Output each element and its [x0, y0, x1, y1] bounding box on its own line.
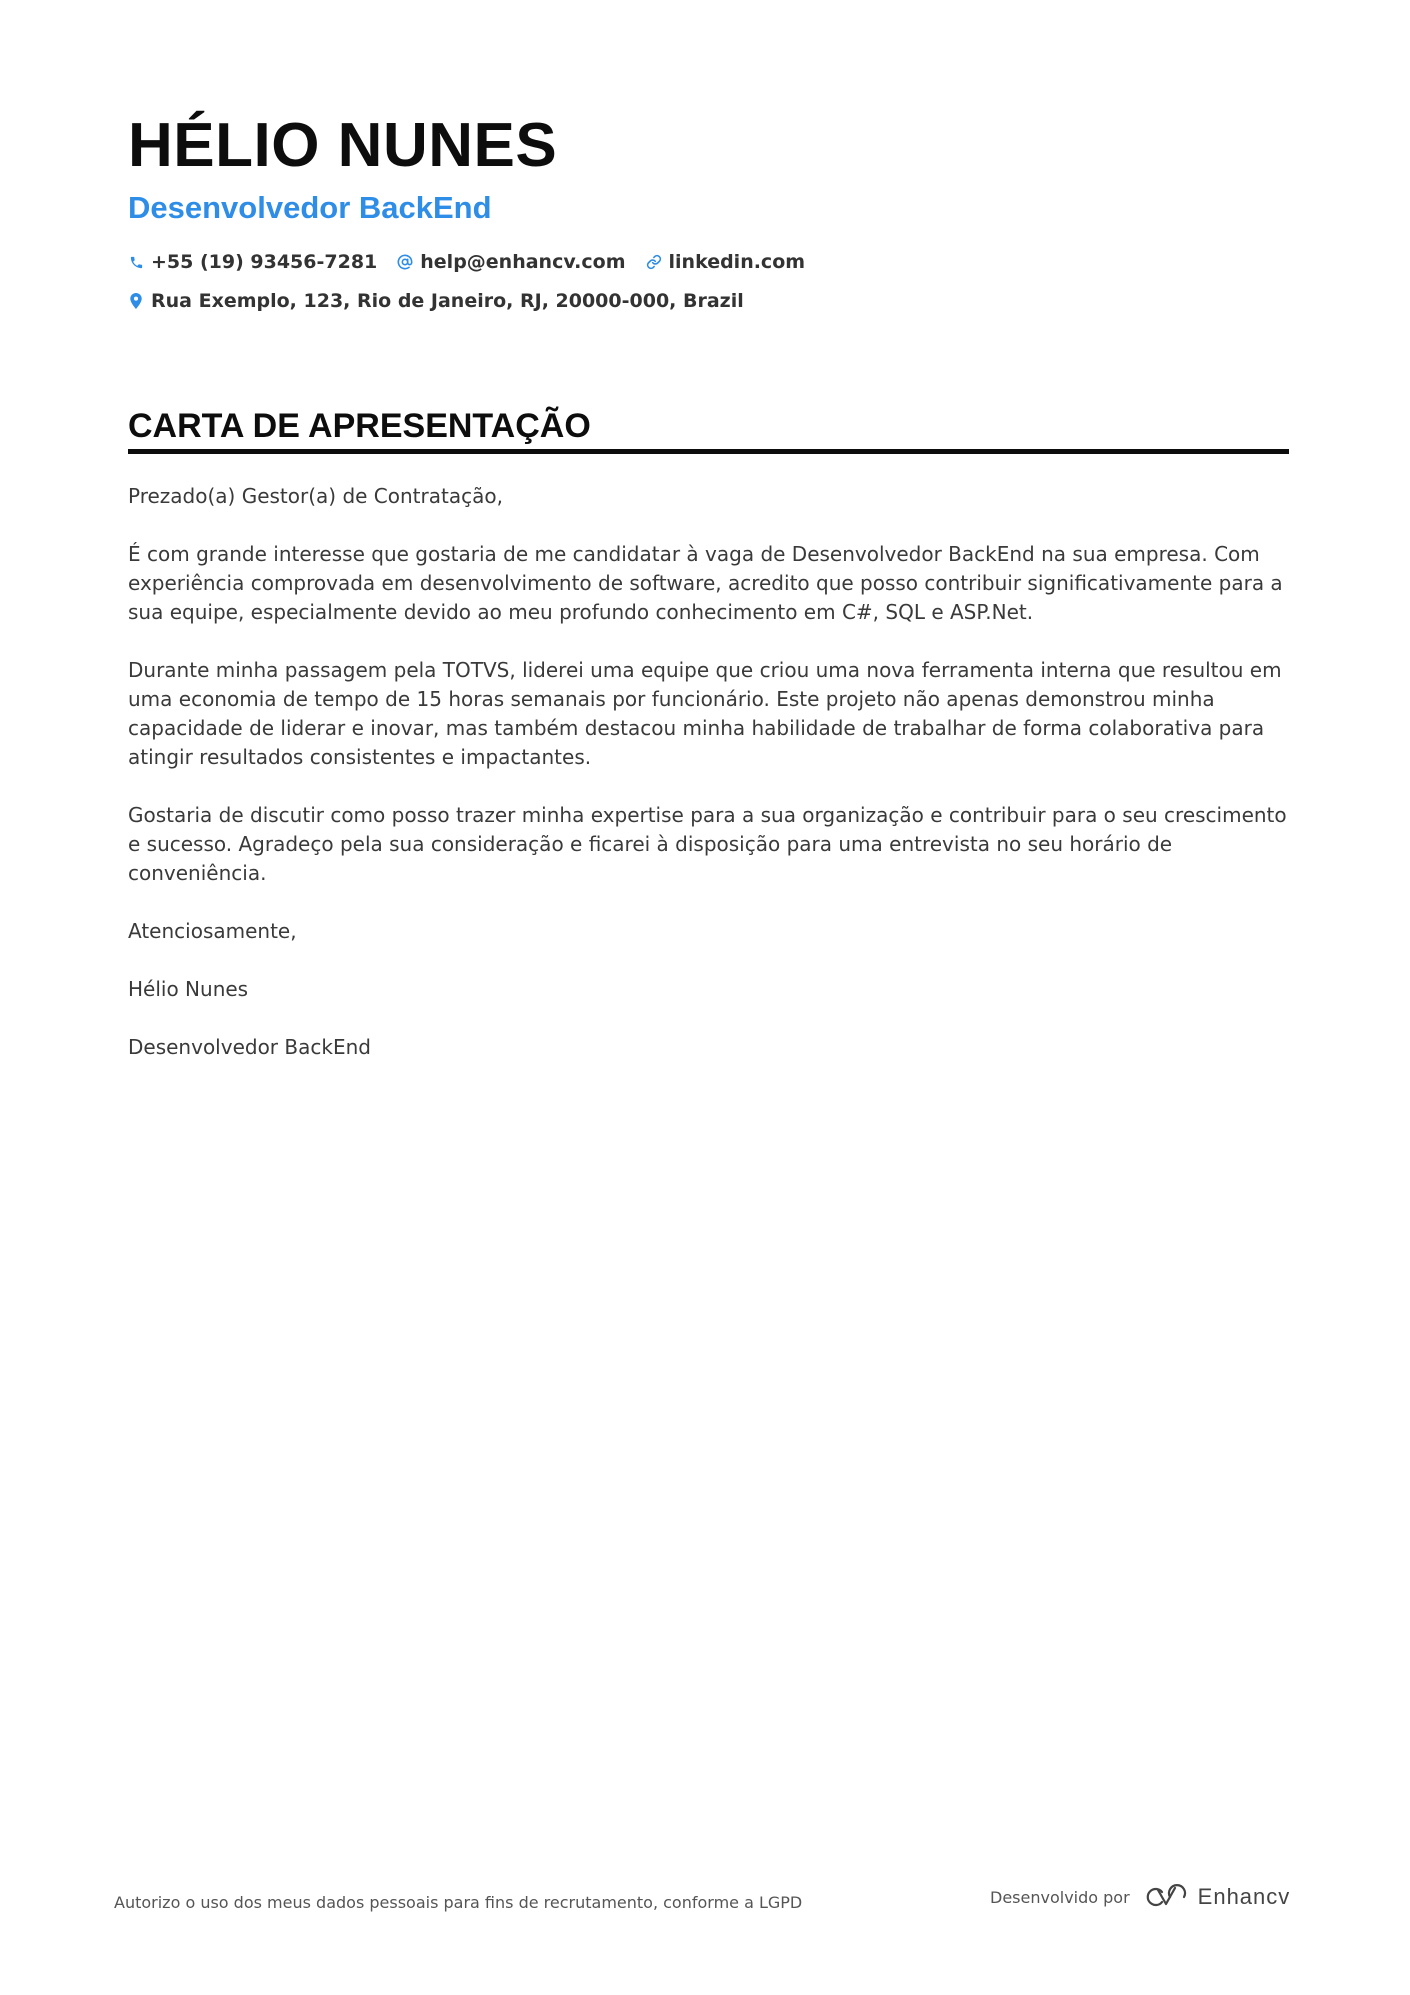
email-text: help@enhancv.com [420, 251, 626, 273]
phone-text: +55 (19) 93456-7281 [151, 251, 378, 273]
address-text: Rua Exemplo, 123, Rio de Janeiro, RJ, 20000-000, Brazil [151, 290, 744, 312]
candidate-role: Desenvolvedor BackEnd [128, 190, 492, 225]
contact-address [128, 290, 744, 312]
link-icon [646, 254, 662, 270]
contact-row-primary [128, 248, 1288, 276]
phone-icon [128, 254, 144, 270]
powered-by-label: Desenvolvido por [990, 1887, 1130, 1907]
enhancv-logo-icon [1142, 1884, 1188, 1910]
linkedin-text: linkedin.com [668, 251, 806, 273]
footer-consent: Autorizo o uso dos meus dados pessoais para fins de recrutamento, conforme a LGPD [114, 1893, 803, 1912]
header [128, 108, 1288, 326]
location-pin-icon [128, 293, 144, 309]
contact-row-address [128, 287, 1288, 315]
letter-paragraph: Durante minha passagem pela TOTVS, liderei uma equipe que criou uma nova ferramenta interna que resultou em uma economia de tempo de 15 horas semanais por funcionário. Este projeto não apenas demonstrou minha capacidade de liderar e inovar, mas também destacou minha habilidade de trabalhar de forma colaborativa para atingir resultados consistentes e impactantes. [128, 658, 1282, 769]
enhancv-brand-text: Enhancv [1197, 1884, 1291, 1909]
letter-paragraph: É com grande interesse que gostaria de me candidatar à vaga de Desenvolvedor BackEnd na sua empresa. Com experiência comprovada em desenvolvimento de software, acredito que posso contribuir significativamente para a sua equipe, especialmente devido ao meu profundo conhecimento em C#, SQL e ASP.Net. [128, 542, 1283, 624]
letter-body [128, 482, 1298, 1091]
contact-info [128, 248, 1288, 315]
letter-greeting: Prezado(a) Gestor(a) de Contratação, [128, 484, 503, 508]
footer-brand[interactable] [990, 1884, 1290, 1910]
section-divider [128, 449, 1289, 454]
section-title: CARTA DE APRESENTAÇÃO [128, 407, 591, 445]
at-icon [397, 254, 413, 270]
letter-paragraph: Gostaria de discutir como posso trazer minha expertise para a sua organização e contribuir para o seu crescimento e sucesso. Agradeço pela sua consideração e ficarei à disposição para uma entrevista no seu horário de conveniência. [128, 803, 1287, 885]
contact-email[interactable] [397, 251, 625, 273]
signature-role: Desenvolvedor BackEnd [128, 1035, 371, 1059]
candidate-name: HÉLIO NUNES [128, 111, 558, 180]
contact-linkedin[interactable] [646, 251, 806, 273]
signature-name: Hélio Nunes [128, 977, 249, 1001]
contact-phone[interactable] [128, 251, 377, 273]
letter-closing: Atenciosamente, [128, 919, 297, 943]
